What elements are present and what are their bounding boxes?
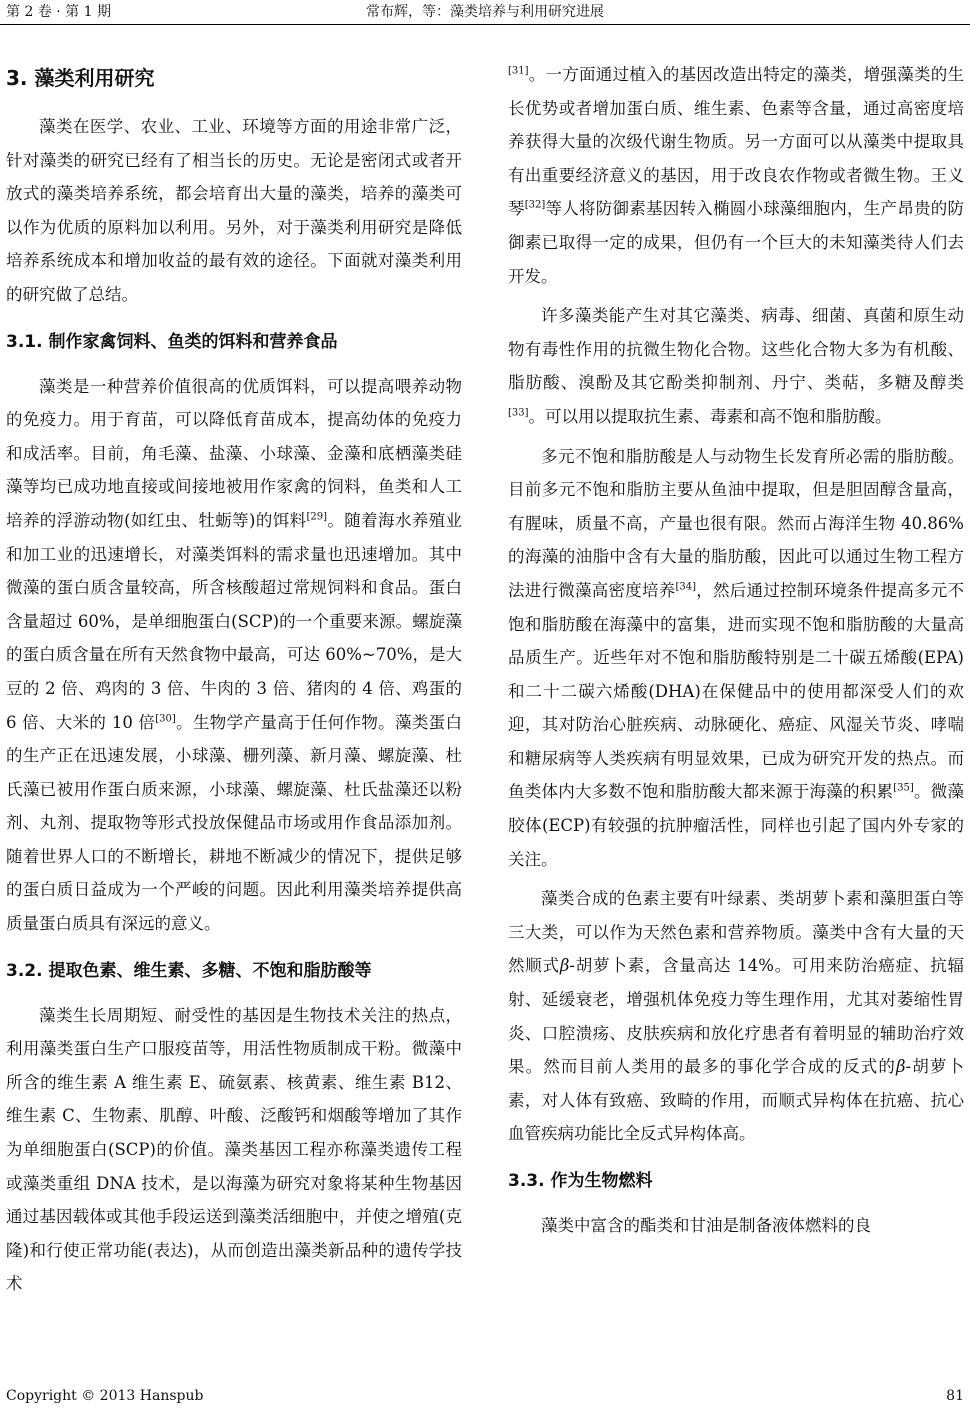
- citation-35[interactable]: [35]: [893, 782, 914, 794]
- section-3-1-paragraph: 藻类是一种营养价值很高的优质饵料，可以提高喂养动物的免疫力。用于育苗，可以降低育苗成本，提高幼体的免疫力和成活率。目前，角毛藻、盐藻、小球藻、金藻和底栖藻类硅藻等均已成功地直接或间接地被用作家禽的饲料，鱼类和人工培养的浮游动物(如红虫、牡蛎等)的饵料[29]。随着海水养殖业和加工业的迅速增长，对藻类饵料的需求量也迅速增加。其中微藻的蛋白质含量较高，所含核酸超过常规饲料和食品。蛋白含量超过 60%，是单细胞蛋白(SCP)的一个重要来源。螺旋藻的蛋白质含量在所有天然食物中最高，可达 60%~70%，是大豆的 2 倍、鸡肉的 3 倍、牛肉的 3 倍、猪肉的 4 倍、鸡蛋的 6 倍、大米的 10 倍[30]。生物学产量高于任何作物。藻类蛋白的生产正在迅速发展，小球藻、栅列藻、新月藻、螺旋藻、杜氏藻已被用作蛋白质来源，小球藻、螺旋藻、杜氏盐藻还以粉剂、丸剂、提取物等形式投放保健品市场或用作食品添加剂。随着世界人口的不断增长，耕地不断减少的情况下，提供足够的蛋白质日益成为一个严峻的问题。因此利用藻类培养提供高质量蛋白质具有深远的意义。: [6, 376, 463, 934]
- section-3-3-paragraph: 藻类中富含的酯类和甘油是制备液体燃料的良: [541, 1216, 871, 1235]
- citation-31[interactable]: [31]: [508, 65, 529, 77]
- citation-33[interactable]: [33]: [508, 407, 529, 419]
- section-3-2-paragraph-4: 藻类合成的色素主要有叶绿素、类胡萝卜素和藻胆蛋白等三大类，可以作为天然色素和营养物质。藻类中含有大量的天然顺式β-胡萝卜素，含量高达 14%。可用来防治癌症、抗辐射、延缓衰老，增强机体免疫力等生理作用，尤其对萎缩性胃炎、口腔溃疡、皮肤疾病和放化疗患者有着明显的辅助治疗效果。然而目前人类用的最多的事化学合成的反式的β-胡萝卜素，对人体有致癌、致畸的作用，而顺式异构体在抗癌、抗心血管疾病功能比全反式异构体高。: [508, 889, 965, 1144]
- journal-volume-issue: 第 2 卷 · 第 1 期: [6, 4, 111, 20]
- beta-symbol: β: [559, 956, 570, 976]
- running-header: [0, 0, 970, 25]
- section-3-heading: 3. 藻类利用研究: [6, 66, 155, 90]
- section-3-2-paragraph-3: 多元不饱和脂肪酸是人与动物生长发育所必需的脂肪酸。目前多元不饱和脂肪主要从鱼油中提取，但是胆固醇含量高，有腥味，质量不高，产量也很有限。然而占海洋生物 40.86%的海藻的油脂中含有大量的脂肪酸，因此可以通过生物工程方法进行微藻高密度培养[34]，然后通过控制环境条件提高多元不饱和脂肪酸在海藻中的富集，进而实现不饱和脂肪酸的大量高品质生产。近些年对不饱和脂肪酸特别是二十碳五烯酸(EPA)和二十二碳六烯酸(DHA)在保健品中的使用都深受人们的欢迎，其对防治心脏疾病、动脉硬化、癌症、风湿关节炎、哮喘和糖尿病等人类疾病有明显效果，已成为研究开发的热点。而鱼类体内大多数不饱和脂肪酸大都来源于海藻的积累[35]。微藻胶体(ECP)有较强的抗肿瘤活性，同样也引起了国内外专家的关注。: [508, 446, 965, 869]
- citation-30[interactable]: [30]: [155, 713, 176, 724]
- beta-symbol: β: [895, 1057, 906, 1077]
- running-title: 常布辉，等：藻类培养与利用研究进展: [366, 4, 604, 20]
- section-3-2-paragraph-1-part-1: 藻类生长周期短、耐受性的基因是生物技术关注的热点，利用藻类蛋白生产口服疫苗等，用活性物质制成干粉。微藻中所含的维生素 A 维生素 E、硫氨素、核黄素、维生素 B12、维生素 C、生物素、肌醇、叶酸、泛酸钙和烟酸等增加了其作为单细胞蛋白(SCP)的价值。藻类基因工程亦称藻类遗传工程或藻类重组 DNA 技术，是以海藻为研究对象将某种生物基因通过基因载体或其他手段运送到藻类活细胞中，并使之增殖(克隆)和行使正常功能(表达)，从而创造出藻类新品种的遗传学技术: [6, 1005, 462, 1294]
- citation-29[interactable]: [29]: [306, 511, 328, 523]
- copyright-notice: Copyright © 2013 Hanspub: [6, 1388, 204, 1404]
- right-column: [508, 58, 964, 1243]
- citation-32[interactable]: [32]: [524, 199, 546, 211]
- section-3-paragraph: 藻类在医学、农业、工业、环境等方面的用途非常广泛，针对藻类的研究已经有了相当长的历史。无论是密闭式或者开放式的藻类培养系统，都会培育出大量的藻类，培养的藻类可以作为优质的原料加以利用。另外，对于藻类利用研究是降低培养系统成本和增加收益的最有效的途径。下面就对藻类利用的研究做了总结。: [6, 117, 462, 304]
- left-column: [6, 58, 462, 1301]
- section-3-3-heading: 3.3. 作为生物燃料: [508, 1171, 653, 1191]
- citation-34[interactable]: [34]: [675, 581, 697, 593]
- section-3-2-heading: 3.2. 提取色素、维生素、多糖、不饱和脂肪酸等: [6, 960, 372, 981]
- page-number: 81: [946, 1388, 964, 1404]
- section-3-2-paragraph-2: 许多藻类能产生对其它藻类、病毒、细菌、真菌和原生动物有毒性作用的抗微生物化合物。这些化合物大多为有机酸、脂肪酸、溴酚及其它酚类抑制剂、丹宁、类萜，多糖及醇类[33]。可以用以提取抗生素、毒素和高不饱和脂肪酸。: [508, 306, 964, 426]
- section-3-2-paragraph-1-part-2: [31]。一方面通过植入的基因改造出特定的藻类，增强藻类的生长优势或者增加蛋白质、维生素、色素等含量，通过高密度培养获得大量的次级代谢生物质。另一方面可以从藻类中提取具有出重要经济意义的基因，用于改良农作物或者微生物。王义琴[32]等人将防御素基因转入椭圆小球藻细胞内，生产昂贵的防御素已取得一定的成果，但仍有一个巨大的未知藻类待人们去开发。: [508, 65, 965, 286]
- section-3-1-heading: 3.1. 制作家禽饲料、鱼类的饵料和营养食品: [6, 331, 338, 352]
